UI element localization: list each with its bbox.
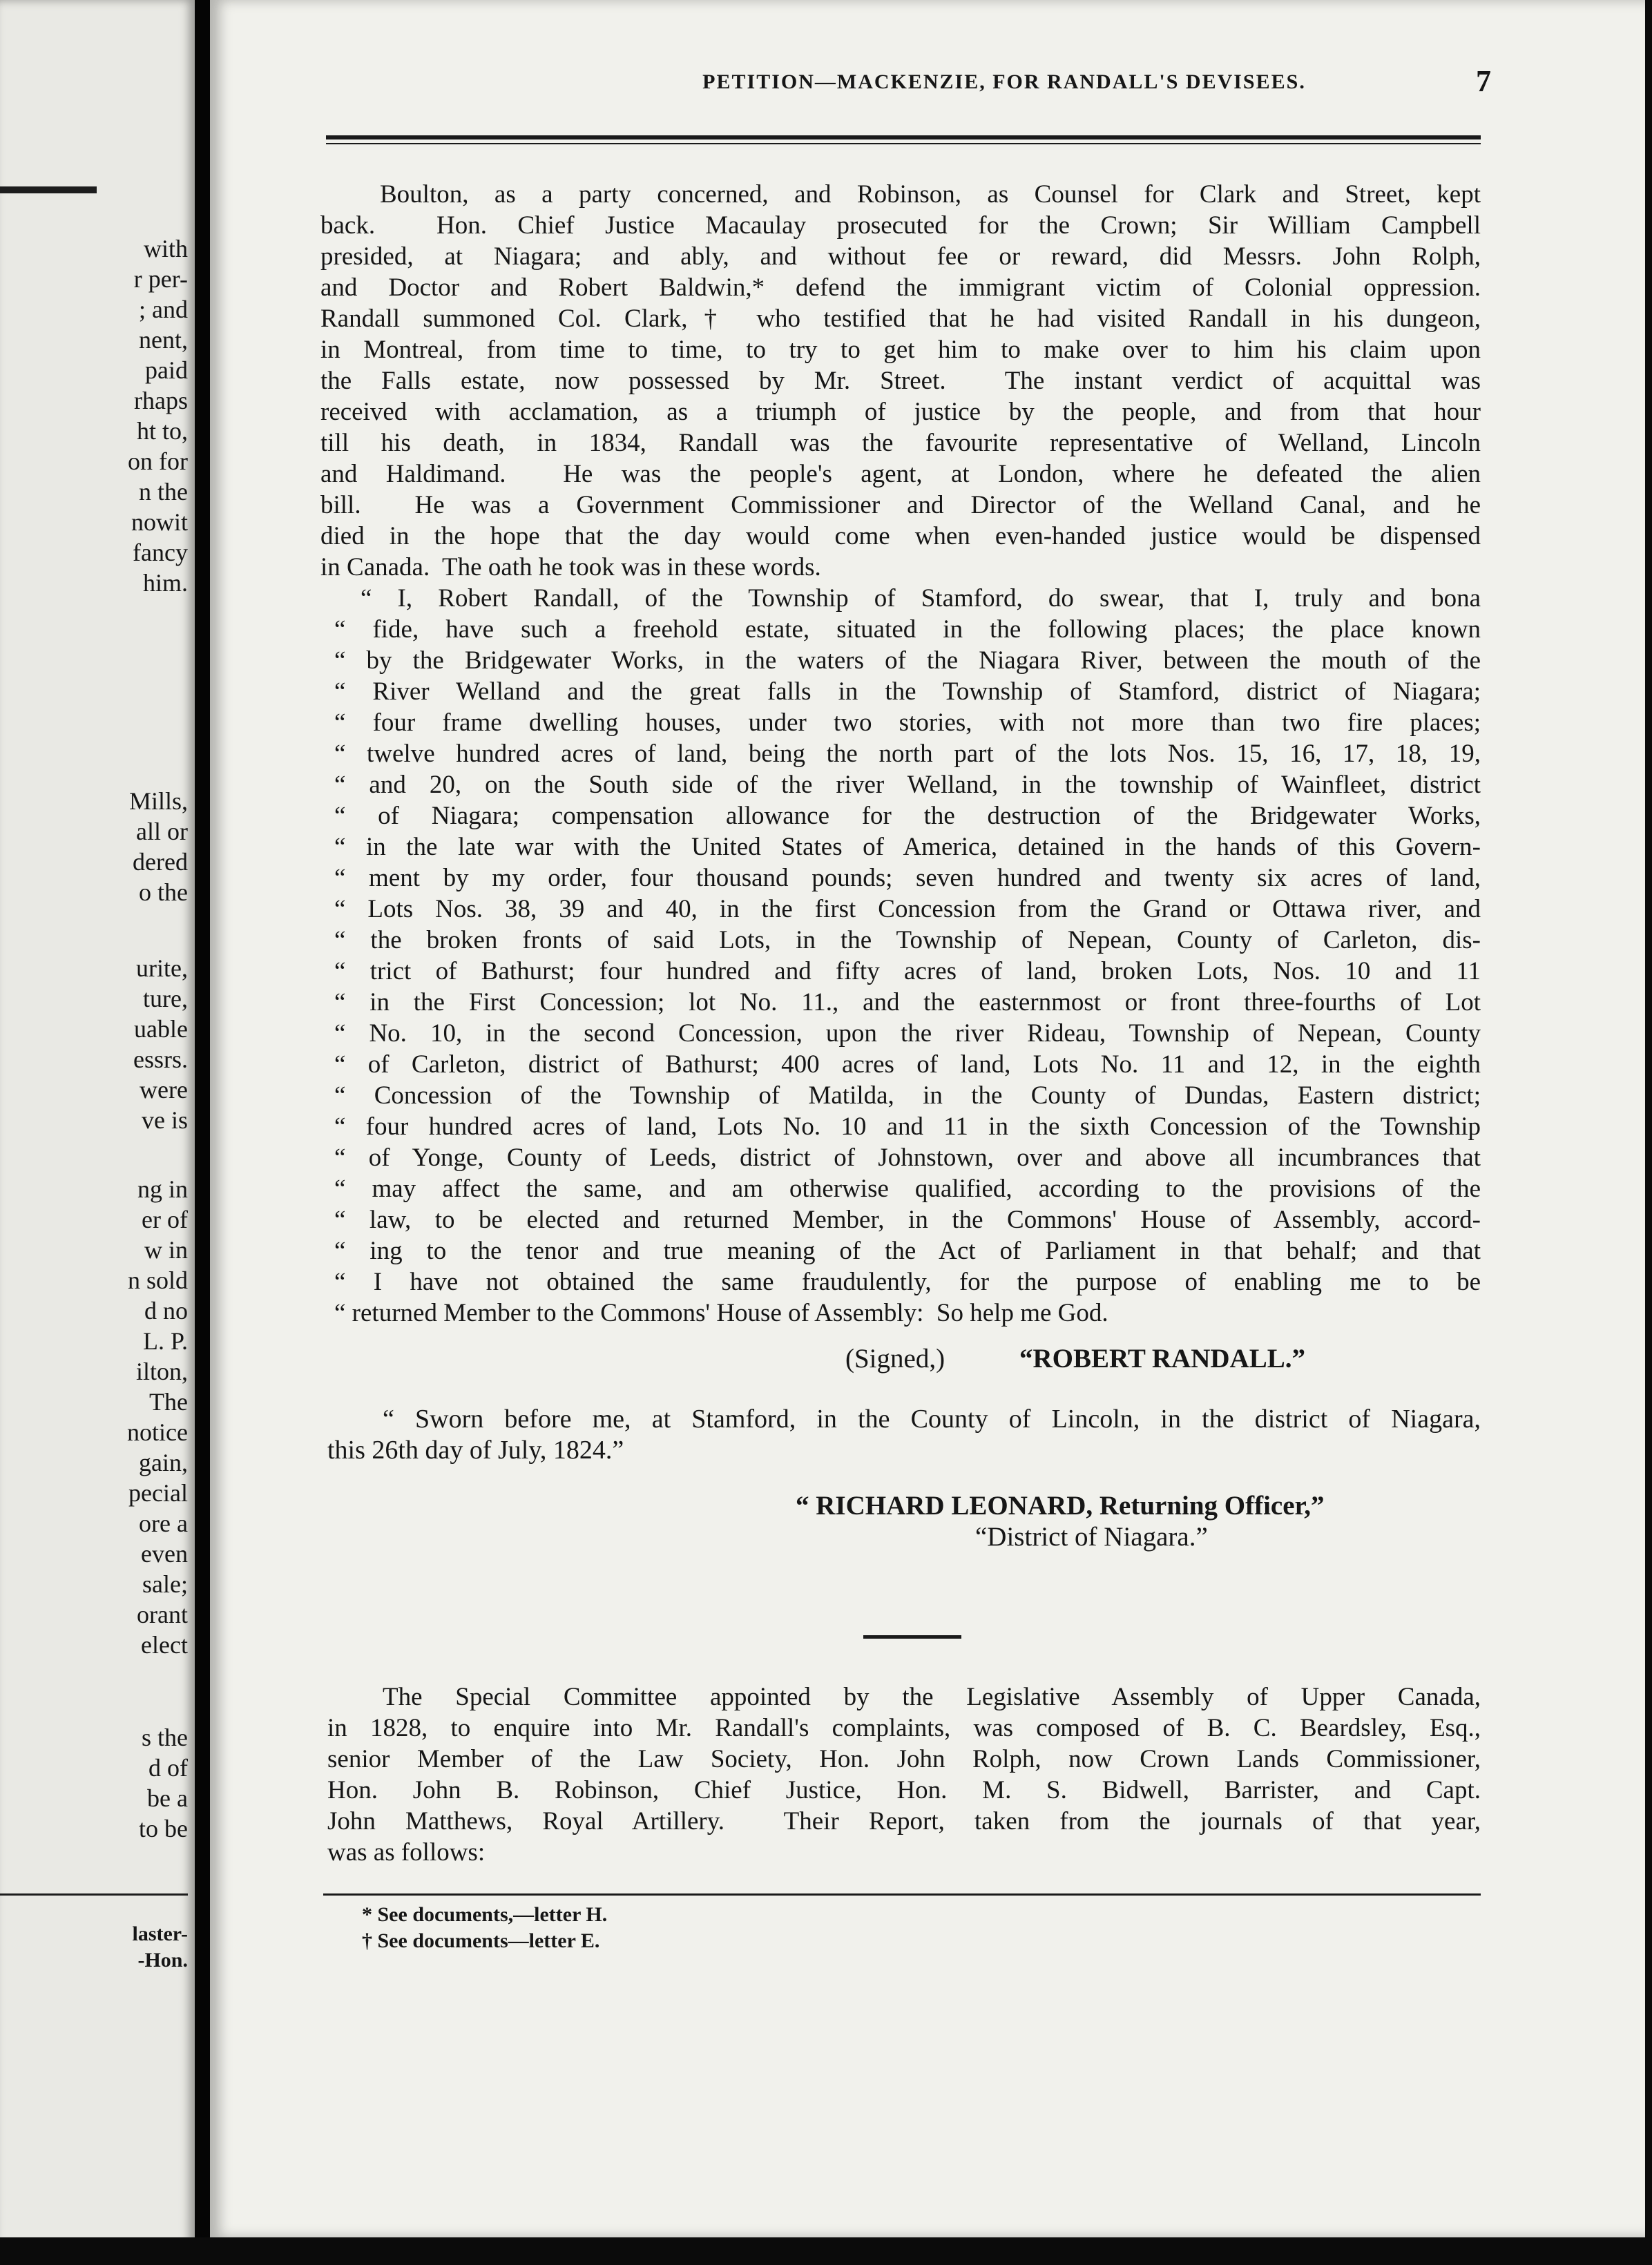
left-page-line: all or: [136, 818, 188, 845]
oath-line: “ ment by my order, four thousand pounds; seven hundred and twenty six acres of land,: [334, 864, 1481, 892]
left-page-line: were: [140, 1076, 188, 1103]
left-page-line: ore a: [139, 1510, 188, 1537]
running-title: PETITION—MACKENZIE, FOR RANDALL'S DEVISEES.: [702, 70, 1306, 93]
left-page-line: n sold: [127, 1266, 188, 1294]
header-rule-thick: [326, 135, 1481, 139]
left-page-line: urite,: [136, 954, 188, 982]
oath-line: “ by the Bridgewater Works, in the waters of the Niagara River, between the mouth of the: [334, 646, 1481, 675]
left-page-line: notice: [127, 1418, 188, 1446]
left-page-line: to be: [139, 1815, 188, 1842]
left-page-line: L. P.: [142, 1327, 188, 1355]
scan-border: [0, 2237, 1652, 2265]
oath-line: “ and 20, on the South side of the river Welland, in the township of Wainfleet, district: [334, 771, 1481, 799]
signed-label: (Signed,): [845, 1344, 945, 1374]
book-gutter: [195, 0, 210, 2265]
left-page-line: pecial: [128, 1479, 188, 1507]
oath-line: “ fide, have such a freehold estate, situated in the following places; the place known: [334, 615, 1481, 644]
left-page-line: ture,: [143, 985, 188, 1012]
paragraph-2-line: Hon. John B. Robinson, Chief Justice, Hon. M. S. Bidwell, Barrister, and Capt.: [327, 1776, 1481, 1804]
left-page-line: Mills,: [128, 787, 188, 815]
left-page-line: ilton,: [135, 1358, 188, 1385]
oath-line: “ may affect the same, and am otherwise qualified, according to the provisions of the: [334, 1175, 1481, 1203]
paragraph-1-line: and Haldimand. He was the people's agent, at London, where he defeated the alien: [320, 460, 1481, 488]
footnote: * See documents,—letter H.: [362, 1903, 608, 1926]
oath-line: “ I, Robert Randall, of the Township of Stamford, do swear, that I, truly and bona: [361, 584, 1481, 613]
left-page-line: fancy: [133, 539, 188, 566]
left-page-line: n the: [139, 478, 188, 505]
paragraph-1-line: Randall summoned Col. Clark,† who testified that he had visited Randall in his dungeon,: [320, 305, 1481, 333]
left-page-line: rhaps: [134, 387, 188, 414]
left-page-line: The: [149, 1388, 188, 1416]
left-page-line: gain,: [139, 1449, 188, 1476]
oath-line: “ of Niagara; compensation allowance for the destruction of the Bridgewater Works,: [334, 802, 1481, 830]
paragraph-1-line: Boulton, as a party concerned, and Robinson, as Counsel for Clark and Street, kept: [380, 180, 1481, 209]
left-page-line: elect: [141, 1631, 188, 1659]
left-page-line: him.: [142, 569, 188, 597]
paragraph-1-line: the Falls estate, now possessed by Mr. Street. The instant verdict of acquittal was: [320, 367, 1481, 395]
left-page-line: r per-: [133, 265, 188, 293]
left-page-line: d no: [144, 1297, 188, 1324]
left-page-line: sale;: [142, 1570, 188, 1598]
paragraph-1-line: in Canada. The oath he took was in these words.: [320, 553, 821, 581]
left-page-line: even: [141, 1540, 188, 1568]
oath-line: “ ing to the tenor and true meaning of the Act of Parliament in that behalf; and that: [334, 1237, 1481, 1265]
oath-line: “ in the late war with the United States of America, detained in the hands of this Govern-: [334, 833, 1481, 861]
oath-line: “ River Welland and the great falls in the Township of Stamford, district of Niagara;: [334, 677, 1481, 706]
district-line: “District of Niagara.”: [975, 1522, 1208, 1552]
left-page-line: ht to,: [136, 417, 188, 445]
footnote-rule: [323, 1893, 1481, 1896]
left-page-line: with: [143, 235, 188, 262]
paragraph-1-line: and Doctor and Robert Baldwin,* defend the immigrant victim of Colonial oppression.: [320, 273, 1481, 302]
left-page-line: paid: [145, 356, 188, 384]
left-page-line: ng in: [137, 1175, 188, 1203]
oath-line: “ No. 10, in the second Concession, upon the river Rideau, Township of Nepean, County: [334, 1019, 1481, 1048]
previous-page-fragment: [0, 0, 195, 2265]
section-divider: [863, 1635, 961, 1639]
returning-officer-line: “ RICHARD LEONARD, Returning Officer,”: [796, 1491, 1325, 1521]
left-page-rule: [0, 186, 97, 193]
left-page-line: nent,: [139, 326, 188, 354]
page-7: [210, 0, 1645, 2237]
left-page-line: o the: [139, 878, 188, 906]
paragraph-1-line: bill. He was a Government Commissioner and Director of the Welland Canal, and he: [320, 491, 1481, 519]
paragraph-1-line: till his death, in 1834, Randall was the favourite representative of Welland, Lincoln: [320, 429, 1481, 457]
left-page-line: nowit: [131, 508, 188, 536]
paragraph-1-line: received with acclamation, as a triumph of justice by the people, and from that hour: [320, 398, 1481, 426]
paragraph-1-line: died in the hope that the day would come when even-handed justice would be dispensed: [320, 522, 1481, 550]
oath-line: “ in the First Concession; lot No. 11., and the easternmost or front three-fourths of Lot: [334, 988, 1481, 1016]
left-page-line: dered: [133, 848, 188, 876]
left-page-line: essrs.: [133, 1045, 188, 1073]
left-page-line: ve is: [142, 1106, 188, 1134]
paragraph-1-line: presided, at Niagara; and ably, and without fee or reward, did Messrs. John Rolph,: [320, 242, 1481, 271]
header-rule-thin: [326, 143, 1481, 144]
oath-line: “ returned Member to the Commons' House of Assembly: So help me God.: [334, 1299, 1108, 1327]
sworn-line: “ Sworn before me, at Stamford, in the County of Lincoln, in the district of Niagara,: [383, 1405, 1481, 1434]
left-page-footnote-rule: [0, 1893, 188, 1896]
footnote: † See documents—letter E.: [362, 1929, 600, 1952]
paragraph-2-line: in 1828, to enquire into Mr. Randall's complaints, was composed of B. C. Beardsley, Esq.,: [327, 1714, 1481, 1742]
oath-line: “ Concession of the Township of Matilda, in the County of Dundas, Eastern district;: [334, 1081, 1481, 1110]
oath-line: “ four frame dwelling houses, under two stories, with not more than two fire places;: [334, 709, 1481, 737]
oath-line: “ Lots Nos. 38, 39 and 40, in the first Concession from the Grand or Ottawa river, and: [334, 895, 1481, 923]
left-page-line: uable: [134, 1015, 188, 1043]
left-page-line: be a: [147, 1784, 188, 1812]
left-page-line: s the: [142, 1724, 188, 1751]
oath-line: “ twelve hundred acres of land, being the north part of the lots Nos. 15, 16, 17, 18, 19,: [334, 740, 1481, 768]
paragraph-1-line: back. Hon. Chief Justice Macaulay prosecuted for the Crown; Sir William Campbell: [320, 211, 1481, 240]
sworn-line: this 26th day of July, 1824.”: [327, 1436, 624, 1465]
left-page-line: w in: [144, 1236, 188, 1264]
paragraph-1-line: in Montreal, from time to time, to try to get him to make over to him his claim upon: [320, 336, 1481, 364]
oath-line: “ law, to be elected and returned Member, in the Commons' House of Assembly, accord-: [334, 1206, 1481, 1234]
left-page-line: ; and: [139, 296, 188, 323]
page-number: 7: [1476, 64, 1491, 98]
signatory-name: “ROBERT RANDALL.”: [1019, 1344, 1305, 1374]
paragraph-2-line: was as follows:: [327, 1838, 486, 1867]
oath-line: “ four hundred acres of land, Lots No. 10 and 11 in the sixth Concession of the Township: [334, 1112, 1481, 1141]
oath-line: “ of Yonge, County of Leeds, district of Johnstown, over and above all incumbrances that: [334, 1144, 1481, 1172]
oath-line: “ I have not obtained the same fraudulently, for the purpose of enabling me to be: [334, 1268, 1481, 1296]
oath-line: “ the broken fronts of said Lots, in the Township of Nepean, County of Carleton, dis-: [334, 926, 1481, 954]
left-page-line: d of: [148, 1754, 188, 1782]
oath-line: “ trict of Bathurst; four hundred and fifty acres of land, broken Lots, Nos. 10 and 11: [334, 957, 1481, 985]
oath-line: “ of Carleton, district of Bathurst; 400 acres of land, Lots No. 11 and 12, in the eighth: [334, 1050, 1481, 1079]
paragraph-2-line: The Special Committee appointed by the Legislative Assembly of Upper Canada,: [383, 1683, 1481, 1711]
left-page-line: orant: [137, 1601, 188, 1628]
left-page-footnote-line: laster-: [132, 1922, 188, 1945]
left-page-footnote-line: -Hon.: [137, 1949, 188, 1972]
paragraph-2-line: senior Member of the Law Society, Hon. John Rolph, now Crown Lands Commissioner,: [327, 1745, 1481, 1773]
paragraph-2-line: John Matthews, Royal Artillery. Their Report, taken from the journals of that year,: [327, 1807, 1481, 1835]
left-page-line: on for: [128, 447, 188, 475]
left-page-line: er of: [142, 1206, 188, 1233]
